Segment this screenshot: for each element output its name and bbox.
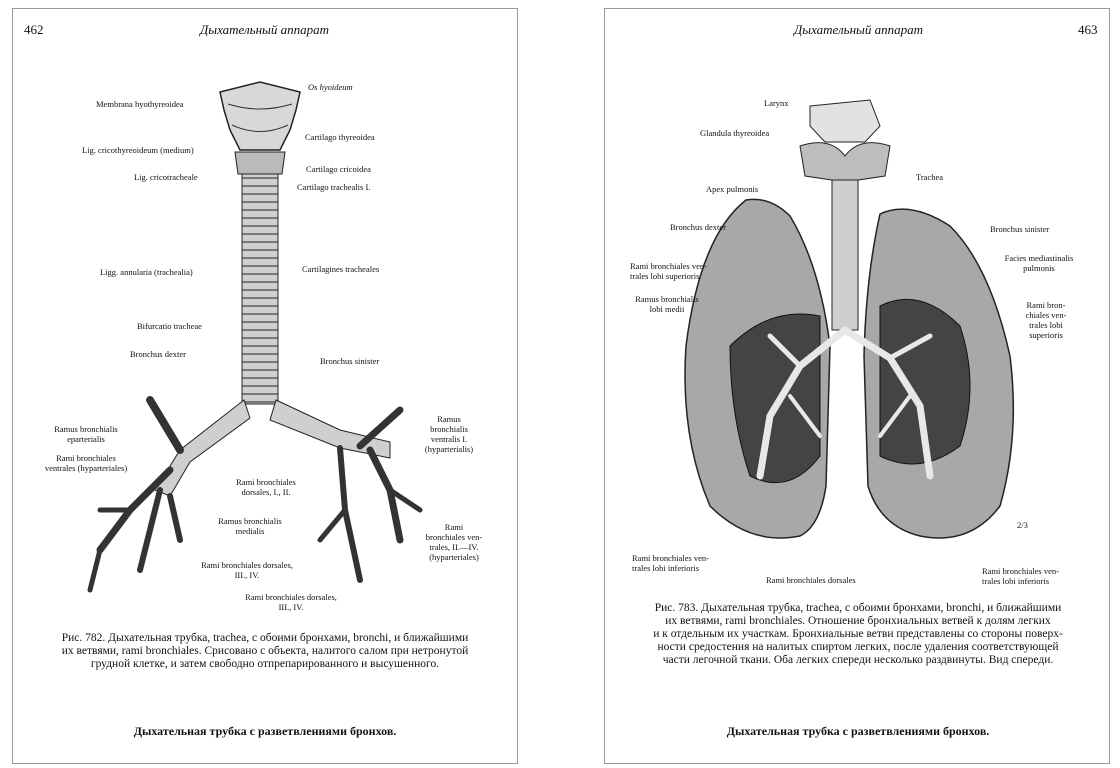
label-cartilago-trachealis: Cartilago trachealis I. <box>297 182 371 192</box>
left-page-number: 462 <box>24 22 44 37</box>
label-cartilago-cricoidea: Cartilago cricoidea <box>306 164 371 174</box>
right-page-number: 463 <box>1078 22 1098 37</box>
label-glandula-thyreoidea: Glandula thyreoidea <box>700 128 770 138</box>
left-page-footer: Дыхательная трубка с разветвлениями бронхов. <box>133 724 397 738</box>
label-ramus-medialis: Ramus bronchialis medialis <box>218 516 282 536</box>
label-bronchus-dexter: Bronchus dexter <box>130 349 186 359</box>
right-running-header: Дыхательный аппарат <box>794 22 923 37</box>
label-scale: 2/3 <box>1017 520 1028 530</box>
label-rami-dorsales: Rami bronchiales dorsales <box>766 575 856 585</box>
label-bronchus-dexter: Bronchus dexter <box>670 222 726 232</box>
left-page <box>0 0 520 768</box>
figure-783-caption: Рис. 783. Дыхательная трубка, trachea, с обоими бронхами, bronchi, и ближайшими их ветвями, rami bronchiales. Отношение бронхиальных ветвей к долям легких и к отдельным их участкам. Бронхиальные ветви представлены со стороны поверх- ности средостения на налитых спиртом легких, после удаления соответствующей части легочной ткани. Оба легких спереди несколько раздвинуты. Вид спереди. <box>653 602 1063 666</box>
label-lig-cricotracheale: Lig. cricotracheale <box>134 172 198 182</box>
label-rami-ventrales-lobi-inferioris-sinister: Rami bronchiales ven- trales lobi inferioris <box>982 566 1059 586</box>
label-cartilago-thyreoidea: Cartilago thyreoidea <box>305 132 375 142</box>
label-rami-dorsales-iii-iv-left: Rami bronchiales dorsales, III., IV. <box>245 592 337 612</box>
label-bifurcatio-tracheae: Bifurcatio tracheae <box>137 321 202 331</box>
label-bronchus-sinister: Bronchus sinister <box>320 356 380 366</box>
label-membrana-hyothyreoidea: Membrana hyothyreoidea <box>96 99 184 109</box>
right-page-footer: Дыхательная трубка с разветвлениями бронхов. <box>726 724 990 738</box>
label-rami-ventrales-lobi-superioris: Rami bronchiales ven- trales lobi superioris <box>630 261 707 281</box>
left-running-header: Дыхательный аппарат <box>200 22 329 37</box>
label-apex-pulmonis: Apex pulmonis <box>706 184 759 194</box>
right-page <box>600 0 1120 768</box>
label-rami-ventrales-superioris-sinister: Rami bron- chiales ven- trales lobi superioris <box>1025 300 1067 340</box>
label-larynx: Larynx <box>764 98 789 108</box>
label-trachea: Trachea <box>916 172 944 182</box>
label-rami-dorsales-i-ii: Rami bronchiales dorsales, I., II. <box>236 477 296 497</box>
label-ramus-ventralis-i: Ramus bronchialis ventralis I. (hyparterialis) <box>424 414 474 454</box>
label-rami-ventrales-lobi-inferioris-dexter: Rami bronchiales ven- trales lobi inferioris <box>632 553 709 573</box>
label-bronchus-sinister: Bronchus sinister <box>990 224 1050 234</box>
label-lig-cricothyreoideum: Lig. cricothyreoideum (medium) <box>82 145 194 155</box>
lungs-illustration <box>670 96 1050 586</box>
label-ligg-annularia: Ligg. annularia (trachealia) <box>100 267 193 277</box>
label-rami-ventrales-hyparteriales: Rami bronchiales ventrales (hyparteriales) <box>44 453 128 473</box>
figure-782-caption: Рис. 782. Дыхательная трубка, trachea, с обоими бронхами, bronchi, и ближайшими их ветвями, rami bronchiales. Срисовано с объекта, налитого салом при нетронутой грудной клетке, и затем свободно отпрепарированного и высушенного. <box>61 632 469 670</box>
label-rami-dorsales-iii-iv-right: Rami bronchiales dorsales, III., IV. <box>201 560 293 580</box>
label-os-hyoideum: Os hyoideum <box>308 82 353 92</box>
label-facies-mediastinalis: Facies mediastinalis pulmonis <box>1004 253 1074 273</box>
label-rami-ventrales-ii-iv: Rami bronchiales ven- trales, II.—IV. (hyparteriales) <box>425 522 483 562</box>
label-ramus-eparterialis: Ramus bronchialis eparterialis <box>54 424 118 444</box>
label-cartilagines-tracheales: Cartilagines tracheales <box>302 264 380 274</box>
label-ramus-lobi-medii: Ramus bronchialis lobi medii <box>635 294 699 314</box>
